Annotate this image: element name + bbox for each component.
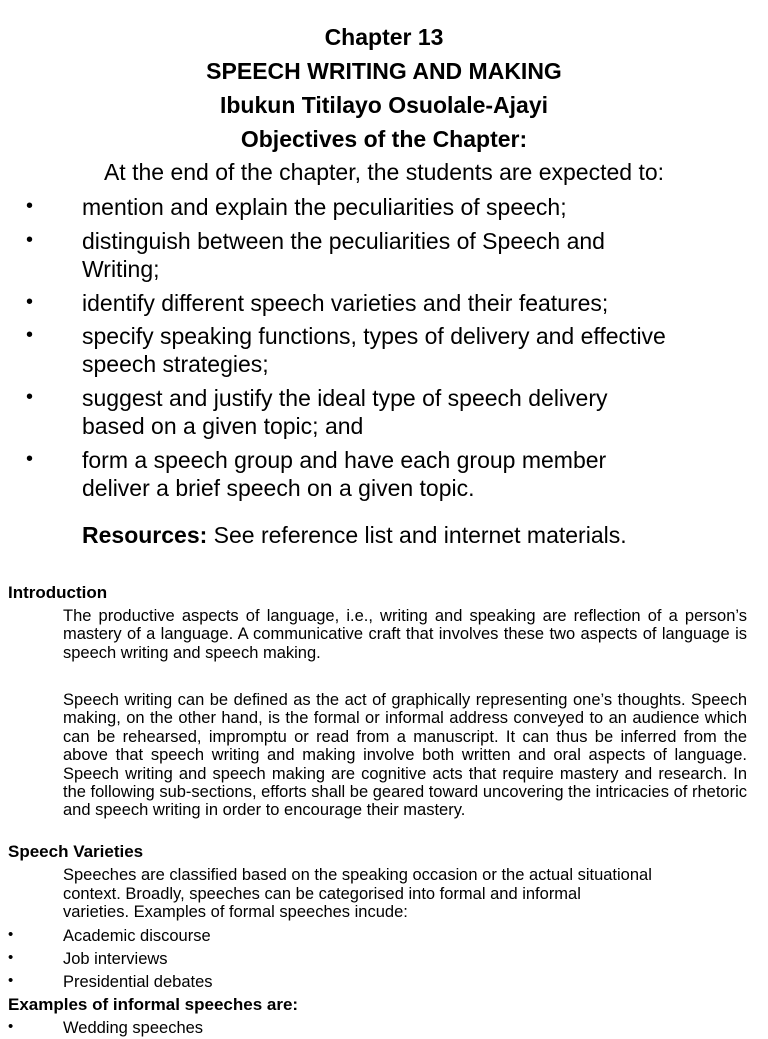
introduction-heading: Introduction	[8, 583, 108, 602]
bullet-icon: •	[26, 448, 34, 470]
author-name: Ibukun Titilayo Osuolale-Ajayi	[219, 92, 549, 118]
bullet-icon: •	[26, 386, 34, 408]
objective-item	[82, 227, 752, 283]
objectives-intro: At the end of the chapter, the students are expected to:	[103, 159, 665, 185]
paragraph-line: varieties. Examples of formal speeches incude:	[63, 903, 408, 922]
objective-line: identify different speech varieties and their features;	[82, 290, 609, 316]
bullet-icon: •	[8, 972, 14, 989]
paragraph-line: Speeches are classified based on the speaking occasion or the actual situational	[63, 866, 652, 884]
speech-varieties-heading: Speech Varieties	[8, 842, 144, 861]
formal-example-item: Presidential debates	[63, 973, 213, 991]
bullet-icon: •	[26, 195, 34, 217]
bullet-icon: •	[8, 949, 14, 966]
objective-item	[82, 289, 752, 317]
resources-text: See reference list and internet materials.	[207, 522, 627, 548]
introduction-paragraph: Speech writing can be defined as the act of graphically representing one’s thoughts. Speech making, on the other hand, is the formal or informal address conveyed to an audience which can be rehearsed, impromptu or read from a manuscript. It can thus be inferred from the above that speech writing and making involve both written and oral aspects of language. Speech writing and speech making are cognitive acts that require mastery and research. In the following sub-sections, efforts shall be geared toward uncovering the intricacies of rhetoric and speech writing in order to encourage their mastery.	[63, 691, 747, 820]
chapter-header	[0, 20, 768, 156]
resources-line	[82, 519, 627, 551]
objective-line: Writing;	[82, 256, 160, 282]
objective-line: suggest and justify the ideal type of speech delivery	[82, 385, 608, 411]
informal-examples-heading: Examples of informal speeches are:	[8, 995, 299, 1014]
objective-item	[82, 446, 752, 502]
introduction-paragraph: The productive aspects of language, i.e., writing and speaking are reflection of a person’s mastery of a language. A communicative craft that involves these two aspects of language is speech writing and speech making.	[63, 607, 747, 662]
objective-line: deliver a brief speech on a given topic.	[82, 475, 475, 501]
objective-item	[82, 193, 752, 221]
chapter-title: SPEECH WRITING AND MAKING	[206, 58, 562, 84]
objective-line: distinguish between the peculiarities of Speech and	[82, 228, 605, 254]
objective-item	[82, 322, 752, 378]
objective-item	[82, 384, 752, 440]
bullet-icon: •	[26, 229, 34, 251]
objective-line: specify speaking functions, types of delivery and effective	[82, 323, 666, 349]
bullet-icon: •	[26, 324, 34, 346]
resources-label: Resources:	[82, 522, 208, 548]
bullet-icon: •	[8, 926, 14, 943]
objective-line: form a speech group and have each group member	[82, 447, 607, 473]
objective-line: mention and explain the peculiarities of speech;	[82, 194, 567, 220]
chapter-number: Chapter 13	[324, 24, 444, 50]
bullet-icon: •	[26, 291, 34, 313]
paragraph-line: context. Broadly, speeches can be categorised into formal and informal	[63, 884, 581, 903]
speech-varieties-paragraph	[63, 866, 753, 922]
formal-example-item: Job interviews	[63, 950, 168, 968]
bullet-icon: •	[8, 1018, 14, 1035]
objectives-heading: Objectives of the Chapter:	[240, 126, 528, 152]
objective-line: speech strategies;	[82, 351, 269, 377]
informal-example-item: Wedding speeches	[63, 1019, 204, 1037]
formal-example-item: Academic discourse	[63, 927, 211, 945]
objective-line: based on a given topic; and	[82, 413, 364, 439]
